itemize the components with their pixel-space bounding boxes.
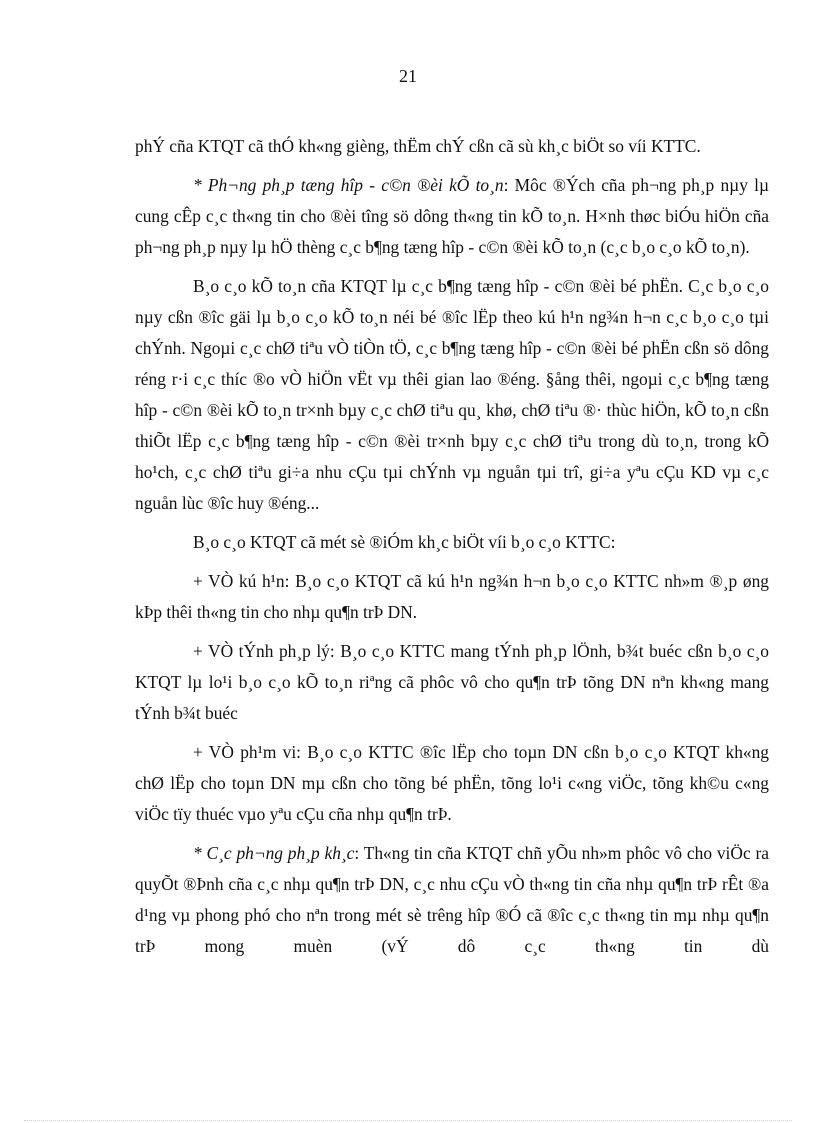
paragraph-2: * Ph¬ng ph¸p tæng hîp - c©n ®èi kÕ to¸n: Môc ®Ých cña ph¬ng ph¸p nµy lµ cung cÊp c¸c th«ng tin cho ®èi tîng sö dông th«ng tin kÕ to¸n. H×nh thøc biÓu hiÖn cña ph¬ng ph¸p nµy lµ hÖ thèng c¸c b¶ng tæng hîp - c©n ®èi kÕ to¸n (c¸c b¸o c¸o kÕ to¸n). [135, 175, 769, 257]
document-body [135, 131, 769, 970]
paragraph-5: + VÒ kú h¹n: B¸o c¸o KTQT cã kú h¹n ng¾n h¬n b¸o c¸o KTTC nh»m ®¸p øng kÞp thêi th«ng tin cho nhµ qu¶n trÞ DN. [135, 571, 769, 622]
heading-method-synthesis: * Ph¬ng ph¸p tæng hîp - c©n ®èi kÕ to¸n [193, 175, 504, 195]
page-number: 21 [399, 66, 417, 86]
paragraph-8: * C¸c ph¬ng ph¸p kh¸c: Th«ng tin cña KTQT chñ yÕu nh»m phôc vô cho viÖc ra quyÕt ®Þnh cña c¸c nhµ qu¶n trÞ DN, c¸c nhu cÇu vÒ th«ng tin cña nhµ qu¶n trÞ rÊt ®a d¹ng vµ phong phó cho nªn trong mét sè trêng hîp ®Ó cã ®îc c¸c th«ng tin mµ nhµ qu¶n trÞ mong muèn (vÝ dô c¸c th«ng tin dù [135, 843, 769, 956]
paragraph-3: B¸o c¸o kÕ to¸n cña KTQT lµ c¸c b¶ng tæng hîp - c©n ®èi bé phËn. C¸c b¸o c¸o nµy cßn ®îc gäi lµ b¸o c¸o kÕ to¸n néi bé ®îc lËp theo kú h¹n ng¾n h¬n c¸c b¸o c¸o tµi chÝnh. Ngoµi c¸c chØ tiªu vÒ tiÒn tÖ, c¸c b¶ng tæng hîp - c©n ®èi bé phËn cßn sö dông réng r·i c¸c thíc ®o vÒ hiÖn vËt vµ thêi gian lao ®éng. §ång thêi, ngoµi c¸c b¶ng tæng hîp - c©n ®èi kÕ to¸n tr×nh bµy c¸c chØ tiªu qu¸ khø, chØ tiªu ®· thùc hiÖn, kÕ to¸n cßn thiÕt lËp c¸c b¶ng tæng hîp - c©n ®èi tr×nh bµy c¸c chØ tiªu trong dù to¸n, trong kÕ ho¹ch, c¸c chØ tiªu gi÷a nhu cÇu tµi chÝnh vµ nguån tµi trî, gi÷a yªu cÇu KD vµ c¸c nguån lùc ®îc huy ®éng... [135, 276, 769, 513]
page-bottom-rule [24, 1120, 792, 1121]
paragraph-4: B¸o c¸o KTQT cã mét sè ®iÓm kh¸c biÖt víi b¸o c¸o KTTC: [193, 532, 616, 552]
paragraph-1: phÝ cña KTQT cã thÓ kh«ng gièng, thËm chÝ cßn cã sù kh¸c biÖt so víi KTTC. [135, 136, 701, 156]
paragraph-7: + VÒ ph¹m vi: B¸o c¸o KTTC ®îc lËp cho toµn DN cßn b¸o c¸o KTQT kh«ng chØ lËp cho toµn DN mµ cßn cho tõng bé phËn, tõng lo¹i c«ng viÖc, tõng kh©u c«ng viÖc tïy thuéc vµo yªu cÇu cña nhµ qu¶n trÞ. [135, 742, 769, 824]
heading-other-methods: * C¸c ph¬ng ph¸p kh¸c [193, 843, 355, 863]
paragraph-6: + VÒ tÝnh ph¸p lý: B¸o c¸o KTTC mang tÝnh ph¸p lÖnh, b¾t buéc cßn b¸o c¸o KTQT lµ lo¹i b¸o c¸o kÕ to¸n riªng cã phôc vô cho qu¶n trÞ tõng DN nªn kh«ng mang tÝnh b¾t buéc [135, 641, 769, 723]
